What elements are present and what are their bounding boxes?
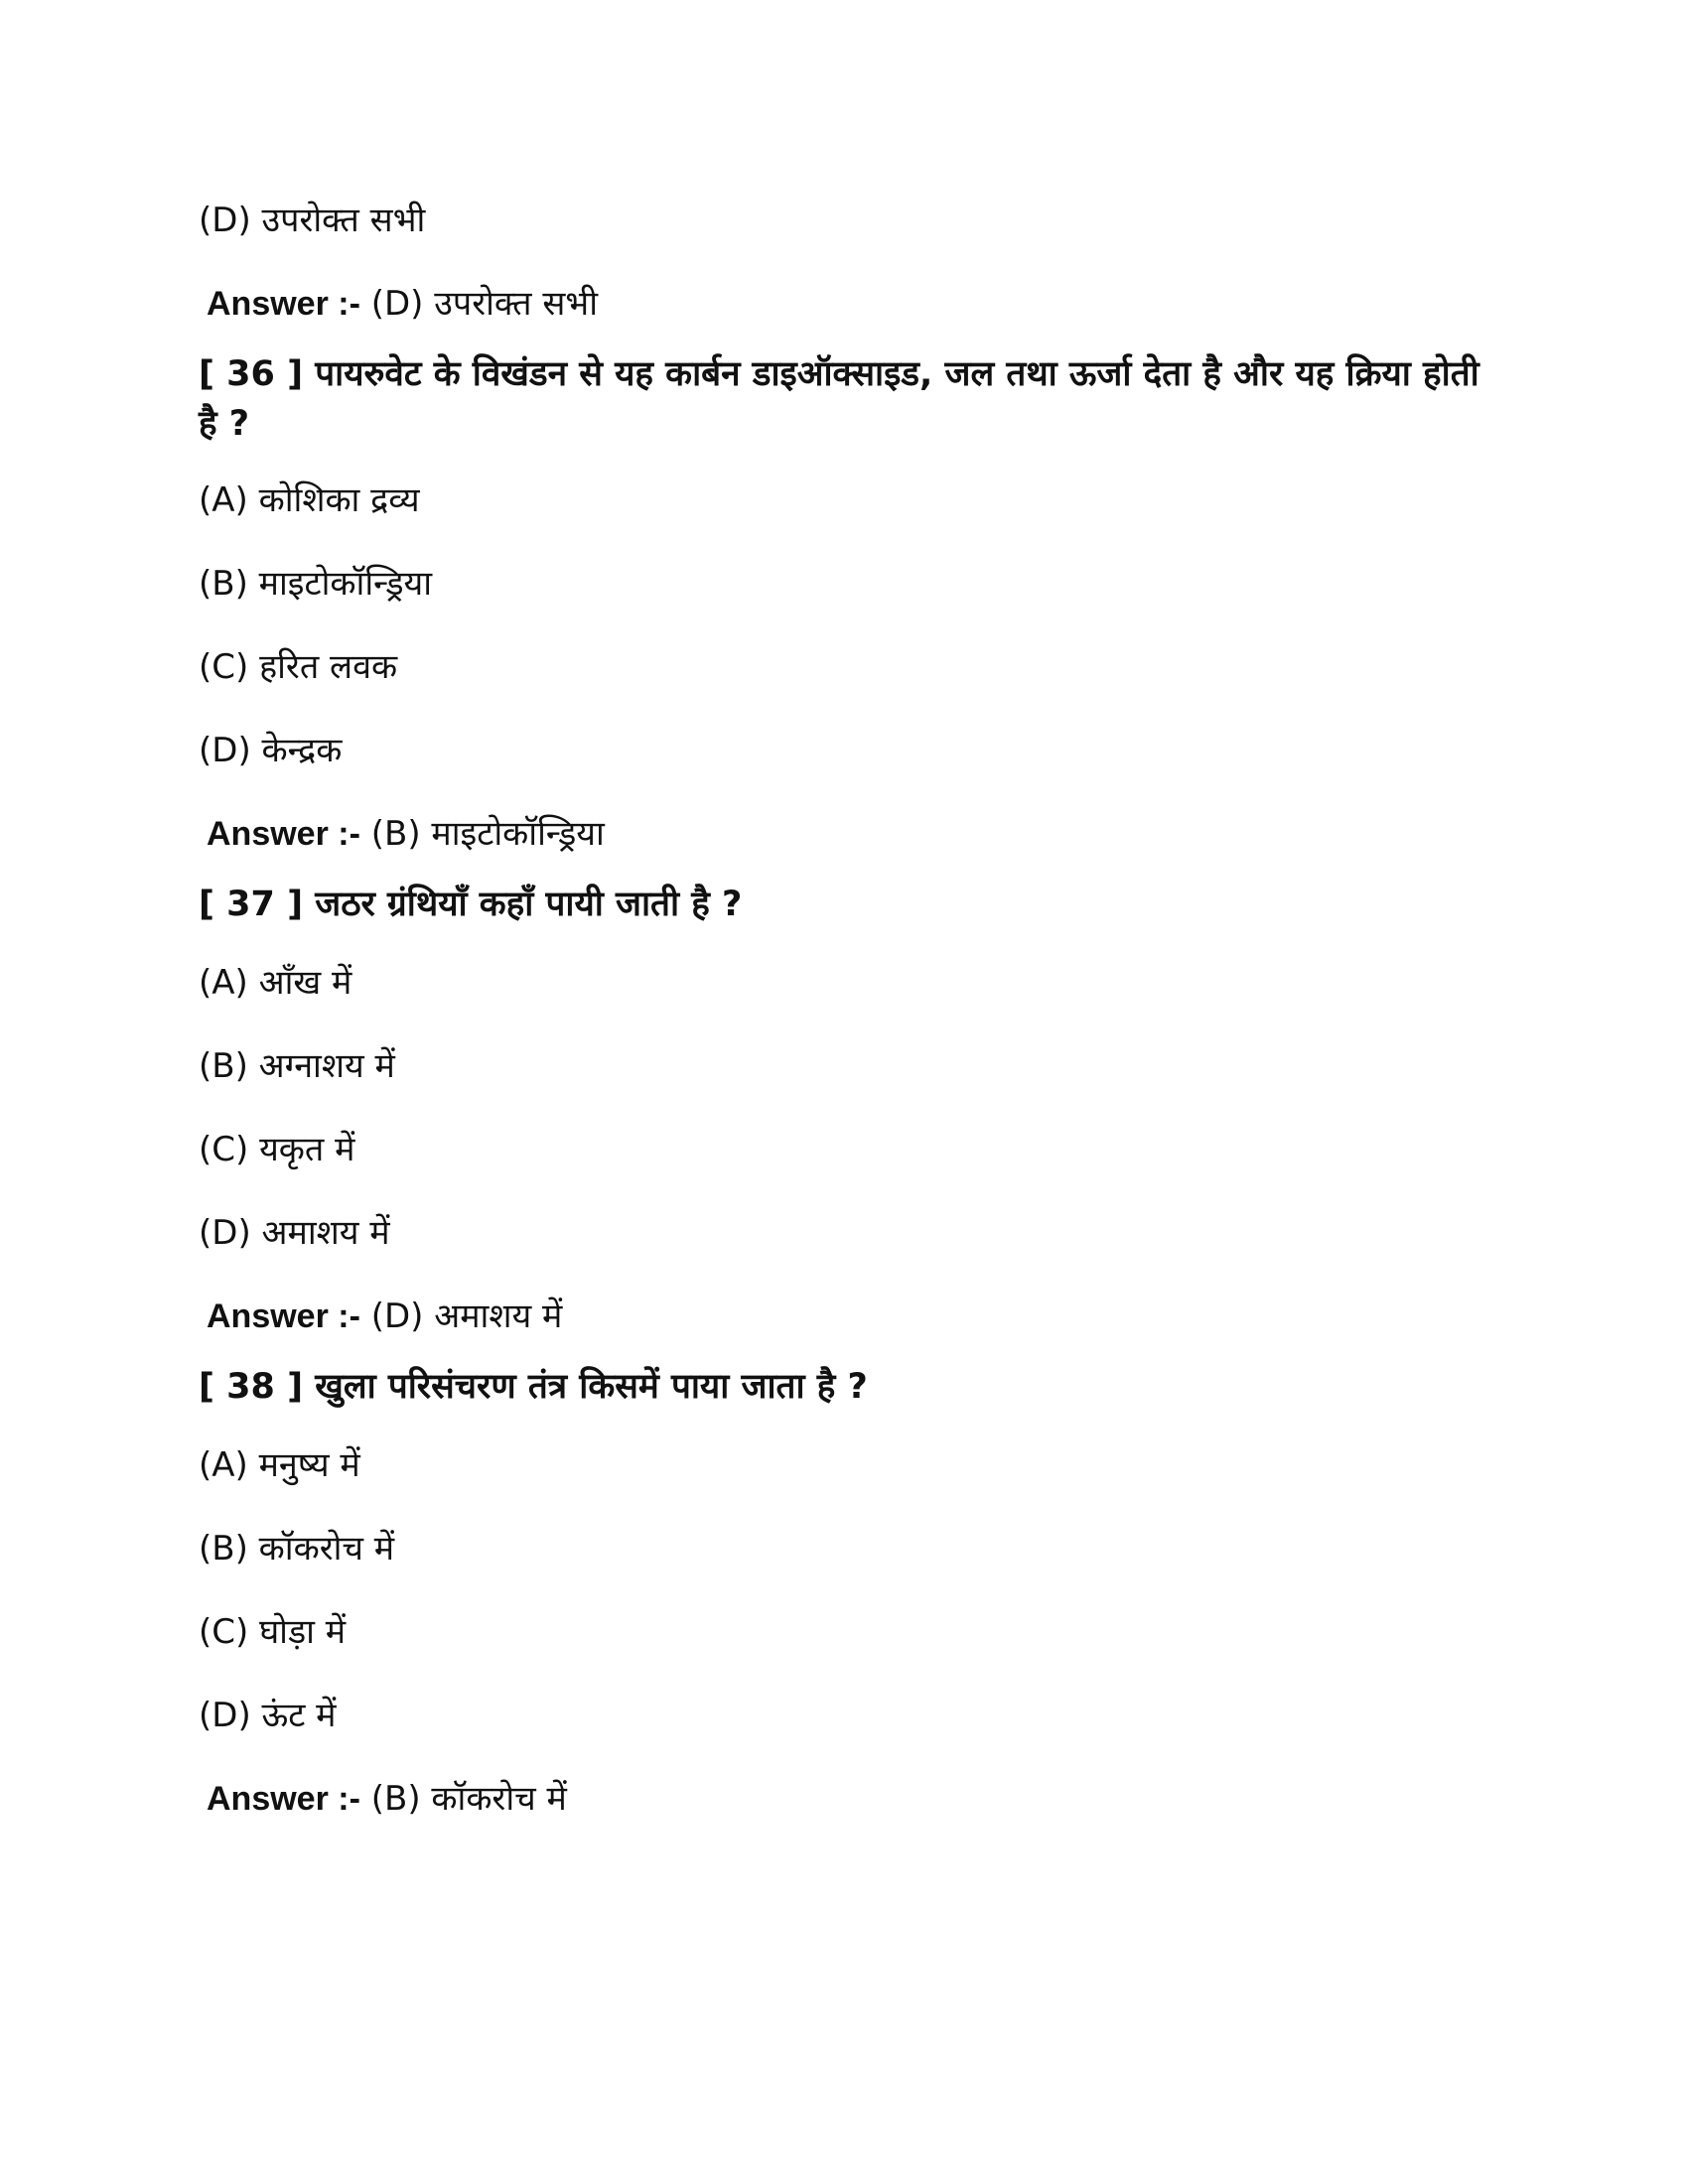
answer-value: (B) माइटोकॉन्ड्रिया bbox=[370, 814, 605, 854]
q36-option-c: (C) हरित लवक bbox=[199, 647, 398, 687]
q36-option-d: (D) केन्द्रक bbox=[199, 731, 343, 770]
q36-option-a: (A) कोशिका द्रव्य bbox=[199, 480, 420, 520]
question-38: [ 38 ] खुला परिसंचरण तंत्र किसमें पाया जाता है ? bbox=[199, 1367, 868, 1407]
answer-label: Answer :- bbox=[207, 1780, 360, 1818]
q38-option-b: (B) कॉकरोच में bbox=[199, 1529, 395, 1569]
q37-option-d: (D) अमाशय में bbox=[199, 1213, 390, 1253]
question-36: [ 36 ] पायरुवेट के विखंडन से यह कार्बन डाइऑक्साइड, जल तथा ऊर्जा देता है और यह क्रिया होती है ? bbox=[199, 354, 1479, 444]
q38-option-a: (A) मनुष्य में bbox=[199, 1445, 360, 1485]
option-d-carryover: (D) उपरोक्त सभी bbox=[199, 201, 426, 240]
q38-option-c: (C) घोड़ा में bbox=[199, 1612, 347, 1652]
q38-option-d: (D) ऊंट में bbox=[199, 1696, 337, 1735]
answer-value: (B) कॉकरोच में bbox=[370, 1779, 567, 1819]
q38-answer bbox=[207, 1779, 567, 1819]
question-37: [ 37 ] जठर ग्रंथियाँ कहाँ पायी जाती है ? bbox=[199, 885, 743, 924]
answer-value: (D) अमाशय में bbox=[370, 1297, 563, 1336]
q37-option-c: (C) यकृत में bbox=[199, 1130, 355, 1169]
answer-label: Answer :- bbox=[207, 1297, 360, 1335]
answer-carryover bbox=[207, 284, 598, 324]
q36-answer bbox=[207, 814, 605, 854]
q36-option-b: (B) माइटोकॉन्ड्रिया bbox=[199, 564, 433, 604]
q37-answer bbox=[207, 1297, 562, 1336]
answer-value: (D) उपरोक्त सभी bbox=[370, 284, 599, 324]
answer-label: Answer :- bbox=[207, 285, 360, 323]
q37-option-a: (A) आँख में bbox=[199, 963, 352, 1003]
q37-option-b: (B) अग्नाशय में bbox=[199, 1046, 395, 1086]
answer-label: Answer :- bbox=[207, 815, 360, 853]
